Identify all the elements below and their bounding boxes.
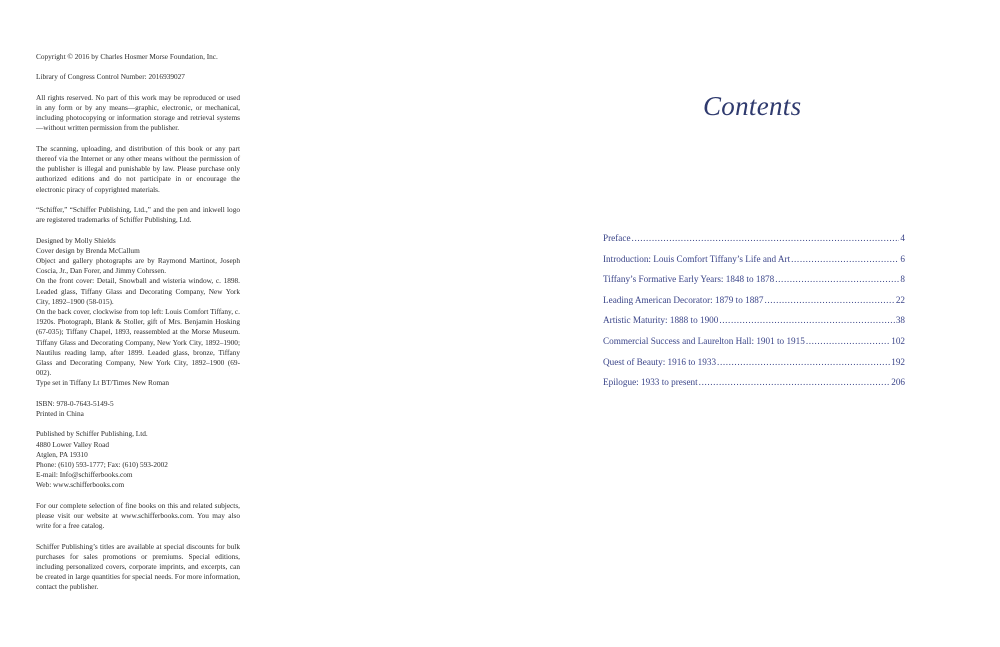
credit-line: Cover design by Brenda McCallum — [36, 245, 140, 255]
trademarks-paragraph: “Schiffer,” “Schiffer Publishing, Ltd.,” and the pen and inkwell logo are registered trademarks of Schiffer Publishing, Ltd. — [36, 204, 240, 225]
toc-entry-title: Preface — [603, 233, 631, 243]
credit-line: Object and gallery photographs are by Raymond Martinot, Joseph Coscia, Jr., Dan Forer, and Jimmy Cohrssen. — [36, 255, 240, 276]
table-of-contents — [603, 233, 905, 398]
discounts-paragraph: Schiffer Publishing’s titles are available at special discounts for bulk purchases for sales promotions or premiums. Special editions, including personalized covers, corporate imprints, and excerpts, can be created in large quantities for special needs. For more information, contact the publisher. — [36, 541, 240, 592]
toc-entry-title: Tiffany’s Formative Early Years: 1848 to 1878 — [603, 274, 775, 285]
contents-heading: Contents — [703, 91, 802, 121]
lccn-line: Library of Congress Control Number: 2016939027 — [36, 72, 185, 82]
toc-entry[interactable] — [603, 274, 905, 295]
toc-entry-page: 8 — [900, 274, 905, 285]
toc-entry-title: Introduction: Louis Comfort Tiffany’s Life and Art — [603, 253, 791, 264]
toc-entry-title: Leading American Decorator: 1879 to 1887 — [603, 294, 764, 305]
toc-entry[interactable] — [603, 315, 905, 336]
copyright-notice: Copyright © 2016 by Charles Hosmer Morse Foundation, Inc. — [36, 52, 218, 61]
toc-entry[interactable] — [603, 336, 905, 357]
toc-entry-page: 206 — [891, 377, 905, 388]
publisher-line: 4880 Lower Valley Road — [36, 439, 110, 449]
toc-entry[interactable] — [603, 254, 905, 275]
rights-paragraph: All rights reserved. No part of this work may be reproduced or used in any form or by any means—graphic, electronic, or mechanical, including photocopying or information storage and retrieval systems—without written permission from the publisher. — [36, 92, 240, 133]
toc-dot-leader — [806, 336, 890, 346]
toc-entry-page: 22 — [895, 294, 905, 305]
toc-entry[interactable] — [603, 295, 905, 316]
copyright-page — [36, 52, 240, 603]
toc-entry-title: Quest of Beauty: 1916 to 1933 — [603, 356, 717, 367]
isbn-line: ISBN: 978-0-7643-5149-5 — [36, 398, 114, 408]
printed-line: Printed in China — [36, 409, 84, 419]
publisher-line: E-mail: Info@schifferbooks.com — [36, 470, 133, 480]
toc-dot-leader — [632, 233, 900, 243]
toc-entry-page: 4 — [900, 233, 905, 243]
catalog-paragraph: For our complete selection of fine books on this and related subjects, please visit our website at www.schifferbooks.com. You may also write for a free catalog. — [36, 500, 240, 531]
toc-entry-page: 38 — [895, 315, 905, 326]
contents-page — [603, 0, 905, 647]
credit-line: On the front cover: Detail, Snowball and wisteria window, c. 1898. Leaded glass, Tiffany Glass and Decorating Company, New York City, 1892–1900 (58-015). — [36, 276, 240, 306]
toc-entry[interactable] — [603, 233, 905, 254]
toc-dot-leader — [719, 315, 894, 325]
toc-entry-title: Artistic Maturity: 1888 to 1900 — [603, 315, 719, 326]
toc-entry[interactable] — [603, 377, 905, 398]
publisher-line: Web: www.schifferbooks.com — [36, 480, 125, 490]
toc-dot-leader — [717, 357, 890, 367]
toc-entry[interactable] — [603, 357, 905, 378]
credits-block — [36, 236, 240, 389]
isbn-block — [36, 399, 240, 419]
toc-entry-page: 192 — [891, 356, 905, 367]
toc-entry-title: Commercial Success and Laurelton Hall: 1901 to 1915 — [603, 335, 805, 346]
publisher-block — [36, 429, 240, 490]
toc-dot-leader — [775, 274, 899, 284]
publisher-line: Phone: (610) 593-1777; Fax: (610) 593-2002 — [36, 460, 168, 470]
toc-entry-page: 102 — [891, 335, 905, 346]
toc-dot-leader — [699, 377, 891, 387]
scanning-paragraph: The scanning, uploading, and distribution of this book or any part thereof via the Internet or any other means without the permission of the publisher is illegal and punishable by law. Please purchase only authorized editions and do not participate in or encourage the electronic piracy of copyrighted materials. — [36, 143, 240, 194]
publisher-line: Atglen, PA 19310 — [36, 449, 88, 459]
credit-line: Type set in Tiffany Lt BT/Times New Roman — [36, 378, 170, 388]
publisher-line: Published by Schiffer Publishing, Ltd. — [36, 429, 148, 439]
credit-line: Designed by Molly Shields — [36, 235, 116, 245]
toc-dot-leader — [791, 254, 899, 264]
toc-entry-title: Epilogue: 1933 to present — [603, 377, 698, 388]
credit-line: On the back cover, clockwise from top left: Louis Comfort Tiffany, c. 1920s. Photograph, Blank & Stoller, gift of Mrs. Benjamin Hosking (67-035); Tiffany Chapel, 1893, reassembled at the Morse Museum. Tiffany Glass and Decorating Company, New York City, 1892–1900; Nautilus reading lamp, after 1899. Leaded glass, bronze, Tiffany Glass and Decorating Company, New York City, 1892–1900 (69-002). — [36, 307, 240, 378]
toc-entry-page: 6 — [900, 253, 905, 264]
toc-dot-leader — [764, 295, 894, 305]
